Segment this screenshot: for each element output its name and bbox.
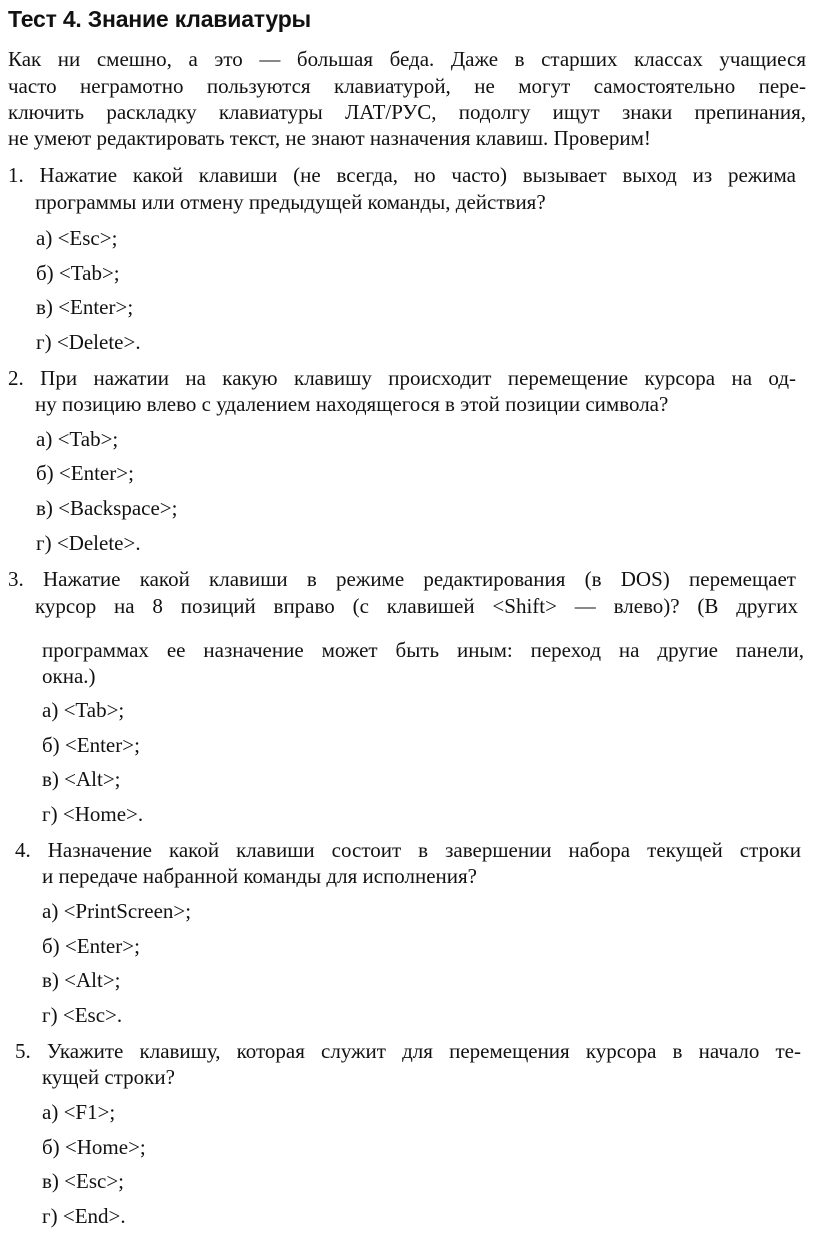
question-4-option-a: а) <PrintScreen>; [42,899,192,923]
question-2-option-d: г) <Delete>. [36,531,141,555]
intro-line: часто неграмотно пользуются клавиатурой, не могут самостоятельно пере- [8,74,806,98]
question-1-line-2: программы или отмену предыдущей команды, действия? [35,190,546,214]
question-3-line-2: курсор на 8 позиций вправо (с клавишей <Shift> — влево)? (В других [35,594,798,618]
question-4-option-b: б) <Enter>; [42,934,140,958]
question-3-line-3: программах ее назначение может быть иным: переход на другие панели, [42,638,804,662]
question-5-option-b: б) <Home>; [42,1135,146,1159]
question-1-option-d: г) <Delete>. [36,330,141,354]
intro-line: Как ни смешно, а это — большая беда. Даже в старших классах учащиеся [8,47,806,71]
question-1-line-1: 1. Нажатие какой клавиши (не всегда, но часто) вызывает выход из режима [8,163,796,187]
question-1-option-a: а) <Esc>; [36,226,118,250]
question-1-option-c: в) <Enter>; [36,295,134,319]
question-5-line-1: 5. Укажите клавишу, которая служит для перемещения курсора в начало те- [15,1039,801,1063]
question-2-line-1: 2. При нажатии на какую клавишу происходит перемещение курсора на од- [8,366,796,390]
question-3-option-c: в) <Alt>; [42,767,121,791]
question-5-line-2: кущей строки? [42,1065,175,1089]
question-3-line-4: окна.) [42,664,96,688]
question-2-option-c: в) <Backspace>; [36,496,178,520]
question-3-option-b: б) <Enter>; [42,733,140,757]
question-3-option-a: а) <Tab>; [42,698,125,722]
page-title: Тест 4. Знание клавиатуры [8,6,311,32]
question-2-line-2: ну позицию влево с удалением находящегося в этой позиции символа? [35,392,669,416]
question-2-option-b: б) <Enter>; [36,461,134,485]
intro-line: не умеют редактировать текст, не знают назначения клавиш. Проверим! [8,126,651,150]
question-1-option-b: б) <Tab>; [36,261,120,285]
question-3-line-1: 3. Нажатие какой клавиши в режиме редактирования (в DOS) перемещает [8,567,796,591]
question-5-option-d: г) <End>. [42,1204,126,1228]
question-4-option-c: в) <Alt>; [42,968,121,992]
question-4-line-1: 4. Назначение какой клавиши состоит в завершении набора текущей строки [15,838,801,862]
question-4-option-d: г) <Esc>. [42,1003,123,1027]
question-5-option-a: а) <F1>; [42,1100,116,1124]
question-2-option-a: а) <Tab>; [36,427,119,451]
question-5-option-c: в) <Esc>; [42,1169,125,1193]
intro-line: ключить раскладку клавиатуры ЛАТ/РУС, подолгу ищут знаки препинания, [8,100,806,124]
question-3-option-d: г) <Home>. [42,802,144,826]
question-4-line-2: и передаче набранной команды для исполнения? [42,864,477,888]
